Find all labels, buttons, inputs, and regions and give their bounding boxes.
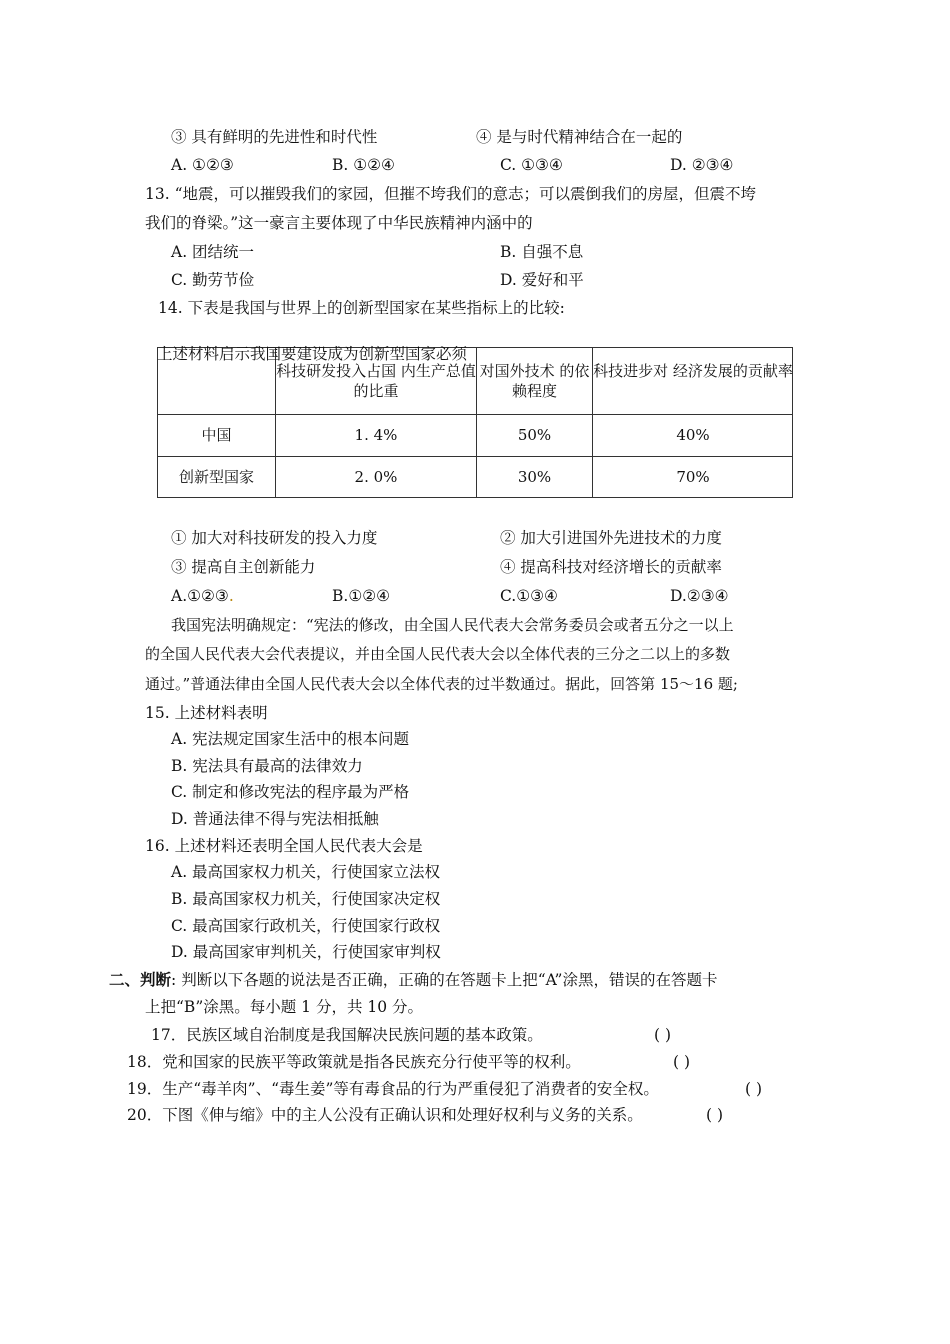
judge-20-text: 20．下图《伸与缩》中的主人公没有正确认识和处理好权利与义务的关系。 xyxy=(127,1106,643,1124)
q15-option-a: A. 宪法规定国家生活中的根本问题 xyxy=(171,730,410,748)
q16-option-d: D. 最高国家审判机关，行使国家审判权 xyxy=(171,943,441,961)
q16-option-b: B. 最高国家权力机关，行使国家决定权 xyxy=(171,890,441,908)
q14-choice-a: A.①②③. xyxy=(171,587,234,605)
q14-choice-c: C.①③④ xyxy=(500,587,558,605)
table-cell: 40% xyxy=(676,426,710,444)
judge-17-paren: ( ) xyxy=(654,1026,672,1044)
q12-choice-b: B. ①②④ xyxy=(332,156,395,174)
q15-stem: 15. 上述材料表明 xyxy=(145,704,268,722)
table-header-rd-ratio: 科技研发投入占国 内生产总值的比重 xyxy=(276,362,476,400)
q14-overlay-text: 上述材料启示我国要建设成为创新型国家必须 xyxy=(157,345,468,363)
q12-option-3: ③ 具有鲜明的先进性和时代性 xyxy=(171,128,378,146)
table-cell: 70% xyxy=(676,468,710,486)
q14-choice-d: D.②③④ xyxy=(670,587,729,605)
q12-choice-a: A. ①②③ xyxy=(171,156,234,174)
judge-19-paren: ( ) xyxy=(745,1080,763,1098)
section2-heading: 二、判断: 判断以下各题的说法是否正确，正确的在答题卡上把“A”涂黑，错误的在答题卡 xyxy=(109,970,718,989)
q14-option-1: ① 加大对科技研发的投入力度 xyxy=(171,529,378,547)
comparison-table xyxy=(157,347,793,498)
q14-option-2: ② 加大引进国外先进技术的力度 xyxy=(500,529,722,547)
q14-intro: 14. 下表是我国与世界上的创新型国家在某些指标上的比较: xyxy=(158,299,565,317)
table-header-contribution: 科技进步对 经济发展的贡献率 xyxy=(593,362,793,380)
q12-choice-d: D. ②③④ xyxy=(670,156,734,174)
q15-option-b: B. 宪法具有最高的法律效力 xyxy=(171,757,363,775)
table-cell: 50% xyxy=(517,426,552,444)
q14-choice-b: B.①②④ xyxy=(332,587,391,605)
q16-stem: 16. 上述材料还表明全国人民代表大会是 xyxy=(145,837,423,855)
q13-option-c: C. 勤劳节俭 xyxy=(171,271,255,289)
section2-instruction-line2: 上把“B”涂黑。每小题 1 分，共 10 分。 xyxy=(145,998,424,1016)
judge-17-text: 17．民族区域自治制度是我国解决民族问题的基本政策。 xyxy=(151,1026,543,1044)
table-row-label: 中国 xyxy=(201,426,232,444)
q13-option-d: D. 爱好和平 xyxy=(500,271,584,289)
q13-option-a: A. 团结统一 xyxy=(171,243,255,261)
material-line3: 通过。”普通法律由全国人民代表大会以全体代表的过半数通过。据此，回答第 15〜16 题; xyxy=(145,675,738,693)
judge-20-paren: ( ) xyxy=(706,1106,724,1124)
table-cell: 1. 4% xyxy=(354,426,398,444)
table-header-dependence: 对国外技术 的依赖程度 xyxy=(479,362,590,400)
judge-19-text: 19．生产“毒羊肉”、“毒生姜”等有毒食品的行为严重侵犯了消费者的安全权。 xyxy=(127,1080,659,1098)
q16-option-c: C. 最高国家行政机关，行使国家行政权 xyxy=(171,917,441,935)
table-cell: 2. 0% xyxy=(354,468,398,486)
material-line1: 我国宪法明确规定：“宪法的修改，由全国人民代表大会常务委员会或者五分之一以上 xyxy=(171,616,734,634)
q12-option-4: ④ 是与时代精神结合在一起的 xyxy=(476,128,683,146)
q15-option-c: C. 制定和修改宪法的程序最为严格 xyxy=(171,783,410,801)
q15-option-d: D. 普通法律不得与宪法相抵触 xyxy=(171,810,379,828)
judge-18-paren: ( ) xyxy=(673,1053,691,1071)
q12-choice-c: C. ①③④ xyxy=(500,156,563,174)
q14-option-3: ③ 提高自主创新能力 xyxy=(171,558,316,576)
q13-stem-line1: 13. “地震，可以摧毁我们的家园，但摧不垮我们的意志；可以震倒我们的房屋，但震不垮 xyxy=(145,185,757,203)
q14-option-4: ④ 提高科技对经济增长的贡献率 xyxy=(500,558,722,576)
table-row-label: 创新型国家 xyxy=(178,468,254,486)
q13-stem-line2: 我们的脊梁。”这一豪言主要体现了中华民族精神内涵中的 xyxy=(145,214,533,232)
q13-option-b: B. 自强不息 xyxy=(500,243,584,261)
material-line2: 的全国人民代表大会代表提议，并由全国人民代表大会以全体代表的三分之二以上的多数 xyxy=(145,645,731,663)
table-cell: 30% xyxy=(517,468,552,486)
judge-18-text: 18．党和国家的民族平等政策就是指各民族充分行使平等的权利。 xyxy=(127,1053,581,1071)
q16-option-a: A. 最高国家权力机关，行使国家立法权 xyxy=(171,863,441,881)
